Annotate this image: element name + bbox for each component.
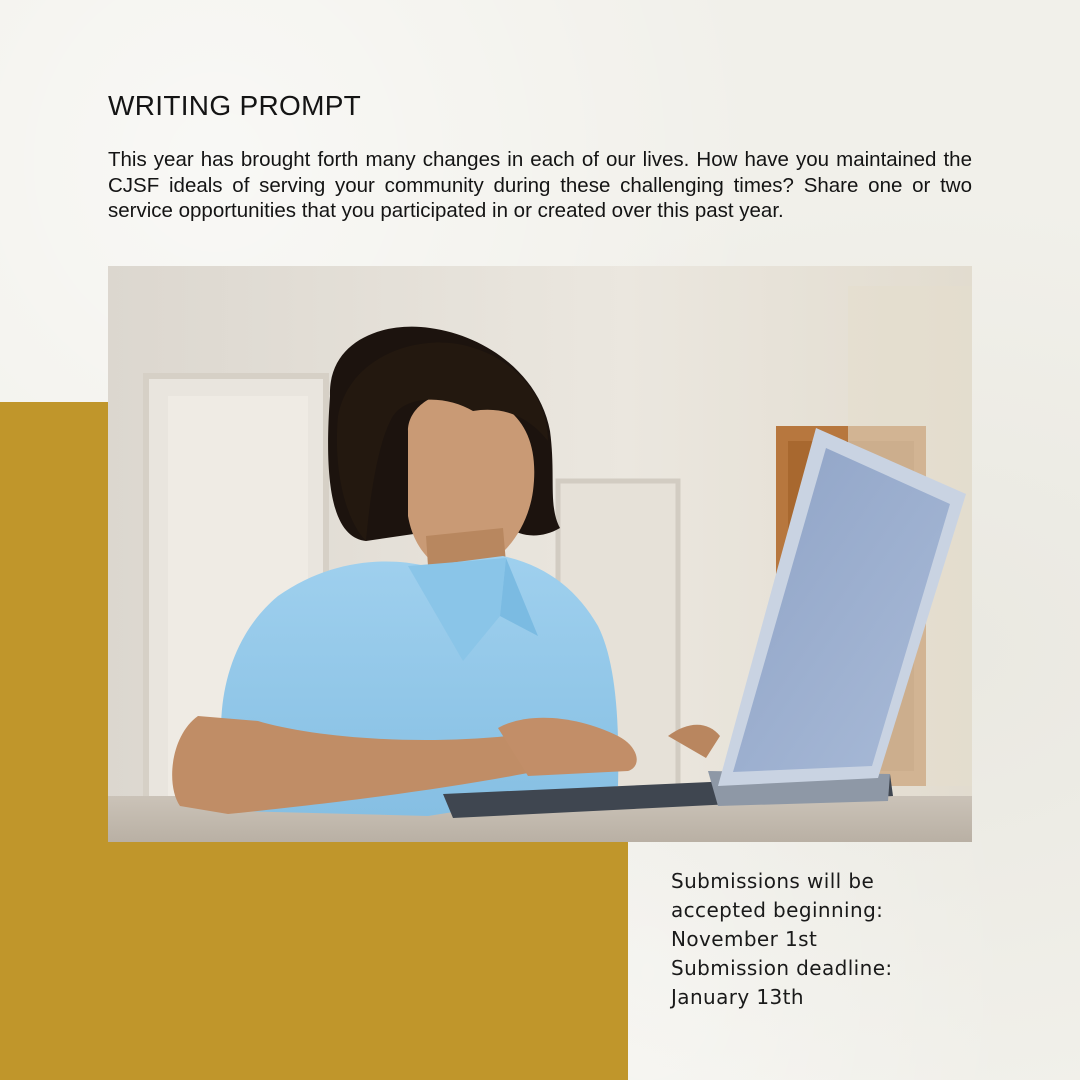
student-laptop-photo [108, 266, 972, 842]
open-date: November 1st [671, 927, 818, 951]
submission-dates [671, 867, 971, 1012]
deadline-date: January 13th [671, 985, 804, 1009]
page-title: WRITING PROMPT [108, 90, 362, 121]
submissions-line-2: accepted beginning: [671, 898, 884, 922]
deadline-label: Submission deadline: [671, 956, 893, 980]
submissions-line-1: Submissions will be [671, 869, 875, 893]
prompt-body-text: This year has brought forth many changes in each of our lives. How have you maintained the CJSF ideals of serving your community during these challenging times? Share one or two service opportunities that you participated in or created over this past year. [108, 148, 972, 222]
